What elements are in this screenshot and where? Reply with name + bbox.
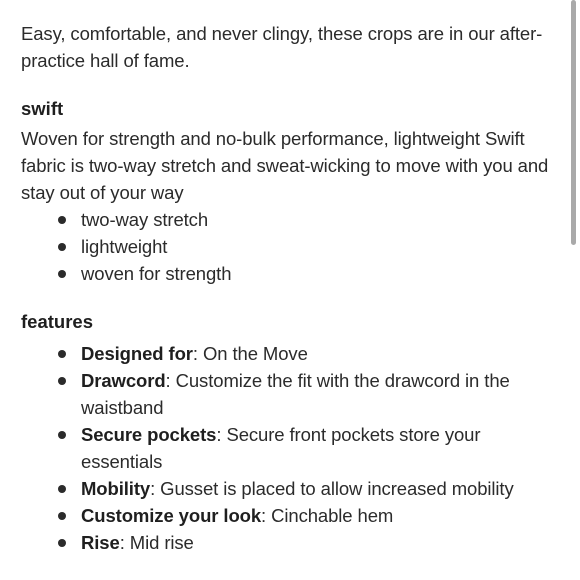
feature-text: : Customize the fit with the drawcord in the waistband xyxy=(81,370,510,418)
bullet-icon xyxy=(58,216,66,224)
bullet-text: two-way stretch xyxy=(81,209,209,230)
feature-item xyxy=(21,340,561,367)
feature-item xyxy=(21,502,561,529)
features-list xyxy=(21,340,561,556)
swift-heading: swift xyxy=(21,98,64,119)
feature-text: : Mid rise xyxy=(119,532,194,553)
feature-item xyxy=(21,421,561,475)
list-item xyxy=(21,233,561,260)
feature-term: Drawcord xyxy=(81,370,166,391)
product-description xyxy=(21,20,561,556)
bullet-icon xyxy=(58,431,66,439)
intro-paragraph: Easy, comfortable, and never clingy, these crops are in our after-practice hall of fame. xyxy=(21,23,543,71)
bullet-icon xyxy=(58,485,66,493)
feature-term: Customize your look xyxy=(81,505,262,526)
swift-bullet-list xyxy=(21,206,561,287)
feature-text: : On the Move xyxy=(192,343,308,364)
feature-term: Rise xyxy=(81,532,120,553)
feature-term: Mobility xyxy=(81,478,151,499)
feature-item xyxy=(21,529,561,556)
bullet-text: woven for strength xyxy=(81,263,232,284)
feature-text: : Gusset is placed to allow increased mobility xyxy=(150,478,514,499)
feature-term: Designed for xyxy=(81,343,193,364)
feature-text: : Secure front pockets store your essentials xyxy=(81,424,481,472)
bullet-icon xyxy=(58,350,66,358)
feature-text: : Cinchable hem xyxy=(261,505,394,526)
feature-item xyxy=(21,475,561,502)
swift-description: Woven for strength and no-bulk performance, lightweight Swift fabric is two-way stretch and sweat-wicking to move with you and stay out of your way xyxy=(21,128,549,203)
features-heading: features xyxy=(21,311,93,332)
list-item xyxy=(21,206,561,233)
feature-term: Secure pockets xyxy=(81,424,217,445)
bullet-icon xyxy=(58,512,66,520)
bullet-icon xyxy=(58,243,66,251)
feature-item xyxy=(21,367,561,421)
bullet-icon xyxy=(58,539,66,547)
bullet-icon xyxy=(58,377,66,385)
list-item xyxy=(21,260,561,287)
bullet-icon xyxy=(58,270,66,278)
bullet-text: lightweight xyxy=(81,236,168,257)
scrollbar-thumb[interactable] xyxy=(571,0,576,245)
